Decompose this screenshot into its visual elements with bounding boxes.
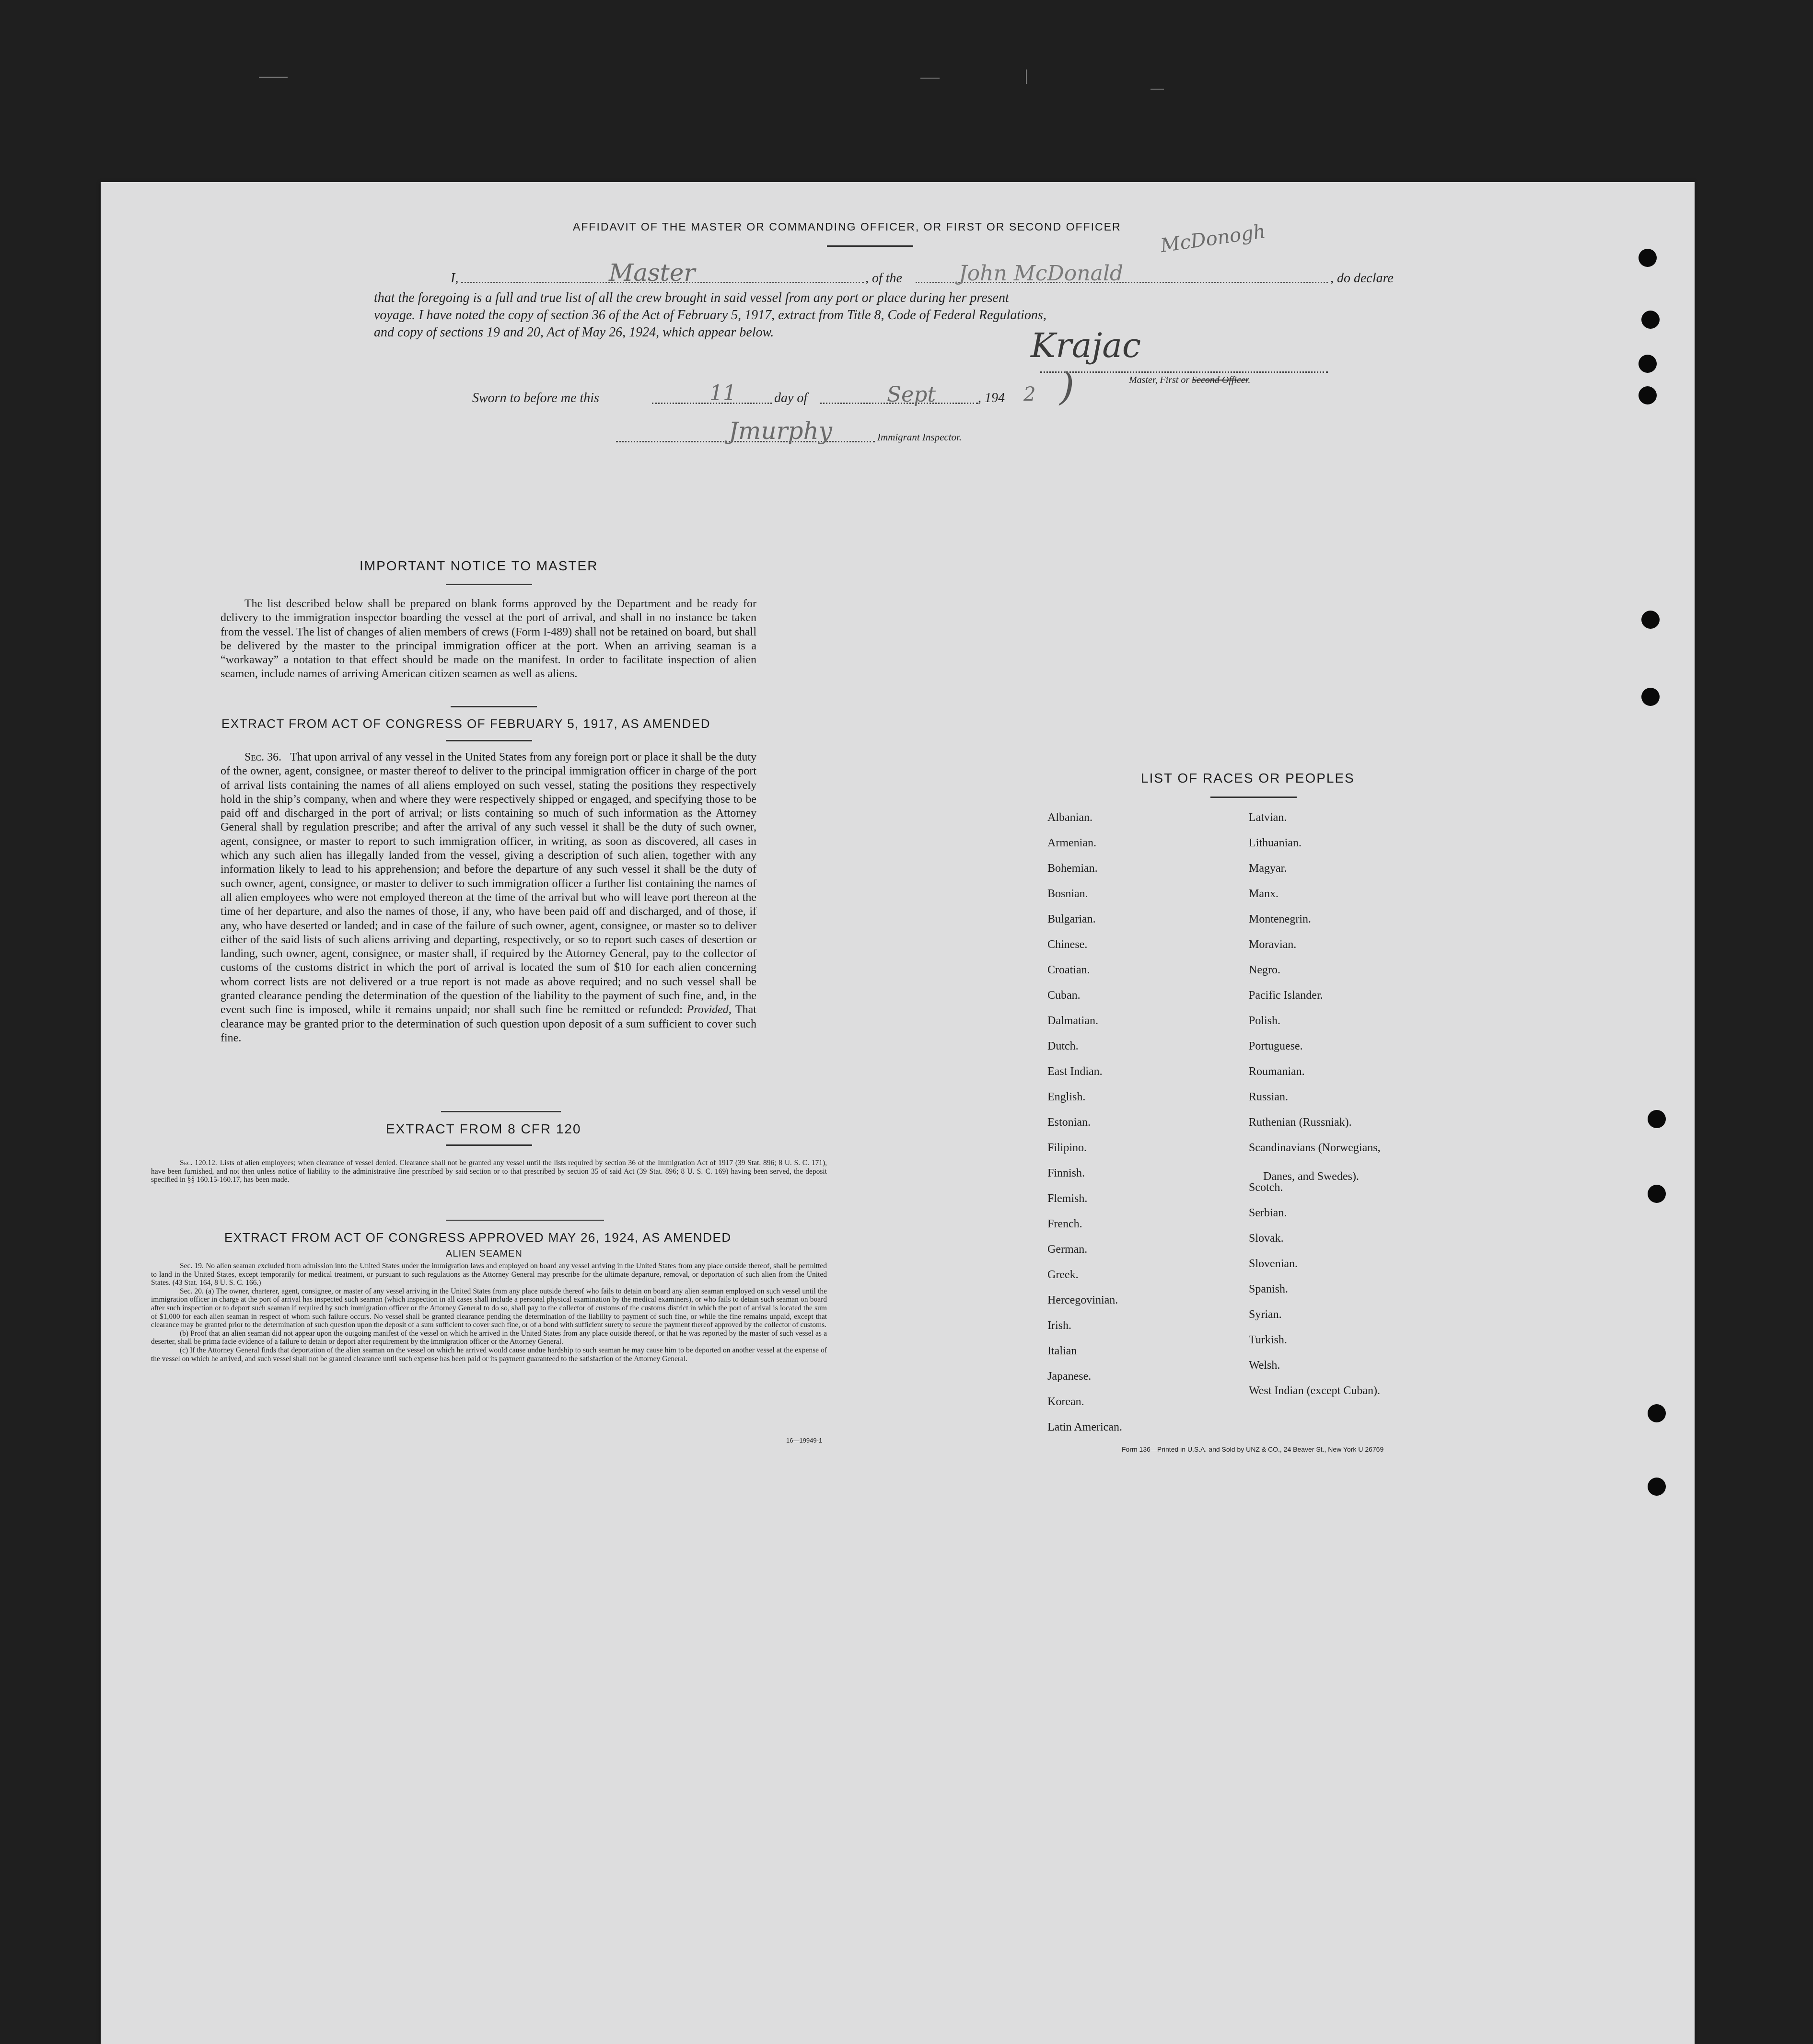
affidavit-i-label: I, [451,271,459,286]
race-item: Japanese. [1047,1370,1092,1383]
of-the-label: , of the [865,271,902,286]
extract-cfr-rule [446,1144,532,1146]
sec-120-label: Sec. 120.12. [180,1159,217,1167]
sec-20a-text: Sec. 20. (a) The owner, charterer, agent, consignee, or master of any vessel arriving in the United States from any place outside thereof who fails to detain on board any alien seaman employed on such vessel until the immigration officer in charge at the port of arrival has inspected such seaman (which inspection in all cases shall include a personal physical examination by the medical examiners), or who fails to detain such seaman on board after such inspection or to deport such seaman if required by such immigration officer or the Attorney General to do so, shall pay to the collector of customs of the customs district in which the port of arrival is located the sum of $1,000 for each alien seaman in respect of whom such failure occurs. No vessel shall be granted clearance pending the determination of the liability to payment of such fine, or while the fine remains unpaid, except that clearance may be granted prior to the determination of such question upon the deposit of a sum sufficient to cover such fine, or of a bond with sufficient surety to secure the payment thereof approved by the collector of customs. [151,1287,827,1329]
race-item: Cuban. [1047,989,1081,1002]
day-of-label: day of [774,391,808,405]
race-item: Bosnian. [1047,888,1088,900]
master-signature: Krajac [1031,326,1141,365]
extract-1917-title: EXTRACT FROM ACT OF CONGRESS OF FEBRUARY 5, 1917, AS AMENDED [221,716,710,731]
race-item: Albanian. [1047,811,1092,824]
form-print-note: Form 136—Printed in U.S.A. and Sold by UNZ & CO., 24 Beaver St., New York U 26769 [1122,1445,1384,1453]
race-item: Greek. [1047,1269,1079,1281]
races-title: LIST OF RACES OR PEOPLES [1141,771,1355,785]
race-item: Moravian. [1249,938,1297,951]
extract-1924-title: EXTRACT FROM ACT OF CONGRESS APPROVED MAY 26, 1924, AS AMENDED [224,1230,732,1245]
do-declare-label: , do declare [1330,271,1394,286]
extract-1917-end-rule [441,1111,561,1112]
year-handwritten: 2 [1023,383,1036,405]
officer-label-end: . [1248,375,1251,385]
race-item: English. [1047,1091,1086,1103]
year-label: , 194 [978,391,1005,405]
binder-hole [1639,355,1657,373]
race-item: Roumanian. [1249,1065,1305,1078]
race-item: Latvian. [1249,811,1287,824]
proviso-label: Provided, [686,1004,732,1016]
binder-hole [1648,1185,1666,1203]
sworn-day: 11 [709,381,736,405]
inspector-label: Immigrant Inspector. [877,431,962,443]
race-item: Manx. [1249,888,1278,900]
binder-hole [1641,688,1660,706]
race-item: Croatian. [1047,964,1090,976]
race-item: Italian [1047,1345,1077,1357]
race-item: Latin American. [1047,1421,1122,1433]
race-item: Ruthenian (Russniak). [1249,1116,1352,1129]
sec-20b-text: (b) Proof that an alien seaman did not appear upon the outgoing manifest of the vessel on which he arrived in the United States from any place outside thereof, or that he was reported by the master of such vessel as a deserter, shall be prima facie evidence of a failure to detain or deport after requirement by the immigration officer or the Attorney General. [151,1329,827,1346]
race-item: West Indian (except Cuban). [1249,1385,1380,1397]
race-item: Irish. [1047,1319,1071,1332]
declaration-line-1: that the foregoing is a full and true list of all the crew brought in said vessel from any port or place during her present [374,290,1009,305]
officer-label-master: Master, First or [1129,375,1192,385]
extract-1924-body [151,1262,827,1363]
signature-flourish: ) [1059,364,1075,409]
proviso-text: That clearance may be granted prior to the determination of such question upon deposit of a sum sufficient to cover such fine. [221,1004,756,1044]
race-item: Dutch. [1047,1040,1079,1052]
race-item: Negro. [1249,964,1280,976]
binder-hole [1648,1404,1666,1422]
race-item: Turkish. [1249,1334,1287,1346]
race-item: Dalmatian. [1047,1015,1098,1027]
binder-hole [1648,1478,1666,1496]
affidavit-title: AFFIDAVIT OF THE MASTER OR COMMANDING OFFICER, OR FIRST OR SECOND OFFICER [573,220,1121,233]
sec-20c-text: (c) If the Attorney General finds that deportation of the alien seaman on the vessel on which he arrived would cause undue hardship to such seaman he may cause him to be deported on another vessel at the expense of the vessel on which he arrived, and such vessel shall not be granted clearance until such expense has been paid or its payment guaranteed to the satisfaction of the Attorney General. [151,1346,827,1363]
race-item: Welsh. [1249,1359,1280,1372]
handwritten-rank: Master [609,259,696,287]
extract-cfr-end-rule [446,1220,604,1221]
race-item: Lithuanian. [1249,837,1302,849]
inspector-signature: Jmurphy [729,417,833,445]
handwritten-vessel-correction: McDonogh [1159,220,1267,257]
form-code: 16—19949-1 [786,1437,823,1444]
race-item: Danes, and Swedes). [1263,1170,1359,1183]
declaration-line-3: and copy of sections 19 and 20, Act of May 26, 1924, which appear below. [374,325,774,340]
sworn-month: Sept [887,382,936,407]
scan-mark [920,78,940,85]
race-item: Filipino. [1047,1142,1087,1154]
race-item: Chinese. [1047,938,1088,951]
races-rule [1210,797,1297,798]
extract-cfr-body [151,1159,827,1184]
binder-hole [1641,611,1660,629]
race-item: Flemish. [1047,1192,1088,1205]
race-item: Montenegrin. [1249,913,1311,925]
scan-mark [259,77,288,84]
extract-1917-body [221,751,756,1045]
notice-rule [446,584,532,585]
declaration-line-2: voyage. I have noted the copy of section 36 of the Act of February 5, 1917, extract from Title 8, Code of Federal Regulations, [374,308,1046,323]
race-item: Portuguese. [1249,1040,1303,1052]
race-item: Bohemian. [1047,862,1098,875]
handwritten-vessel: John McDonald [959,261,1124,286]
race-item: Slovenian. [1249,1258,1298,1270]
binder-hole [1648,1110,1666,1128]
race-item: Scotch. [1249,1181,1283,1194]
race-item: Hercegovinian. [1047,1294,1118,1306]
extract-cfr-title: EXTRACT FROM 8 CFR 120 [386,1121,581,1136]
signature-line [1040,371,1328,373]
race-item: Spanish. [1249,1283,1289,1295]
race-item: Bulgarian. [1047,913,1096,925]
binder-hole [1639,386,1657,404]
officer-label [1129,375,1250,386]
document-page [101,182,1695,2044]
notice-end-rule [451,706,537,707]
sworn-label: Sworn to before me this [472,391,599,405]
race-item: East Indian. [1047,1065,1103,1078]
binder-hole [1641,311,1660,329]
race-item: Magyar. [1249,862,1287,875]
sec-19-text: Sec. 19. No alien seaman excluded from admission into the United States under the immigration laws and employed on board any vessel arriving in the United States from any place outside thereof, shall be permitted to land in the United States, except temporarily for medical treatment, or pursuant to such regulations as the Attorney General may prescribe for the ultimate departure, removal, or deportation of such alien from the United States. (43 Stat. 164, 8 U. S. C. 166.) [151,1262,827,1287]
extract-1917-rule [446,740,532,741]
scan-mark [1026,69,1029,84]
officer-label-struck: Second Officer [1192,375,1248,385]
notice-title: IMPORTANT NOTICE TO MASTER [360,558,598,573]
race-item: Russian. [1249,1091,1289,1103]
extract-1924-subtitle: ALIEN SEAMEN [446,1248,523,1259]
race-item: Slovak. [1249,1232,1284,1245]
race-item: French. [1047,1218,1082,1230]
scan-mark [1151,89,1164,96]
race-item: Finnish. [1047,1167,1085,1179]
sec-36-text: That upon arrival of any vessel in the United States from any foreign port or place it shall be the duty of the owner, agent, consignee, or master thereof to deliver to the principal immigration officer in charge of the port of arrival lists containing the names of all aliens employed on such vessel, stating the positions they respectively hold in the ship’s company, when and where they were respectively shipped or engaged, and specifying those to be paid off and discharged in the port of arrival; or lists containing so much of such information as the Attorney General shall by regulation prescribe; and after the arrival of any such vessel it shall be the duty of such owner, agent, consignee, or master to report to such immigration officer, in writing, as soon as discovered, all cases in which any such alien has illegally landed from the vessel, giving a description of such alien, together with any information likely to lead to his apprehension; and before the departure of any such vessel it shall be the duty of such owner, agent, consignee, or master to deliver to such immigration officer a further list containing the names of all alien employees who were not employed thereon at the time of the arrival but who will leave port thereon at the time of her departure, and also the names of those, if any, who have been paid off and discharged, and of those, if any, who have deserted or landed; and in case of the failure of such owner, agent, consignee, or master so to deliver either of the said lists of such aliens arriving and departing, respectively, or so to report such cases of desertion or landing, such owner, agent, consignee, or master shall, if required by the Attorney General, pay to the collector of customs of the customs district in which the port of arrival is located the sum of $10 for each alien concerning whom correct lists are not delivered or a true report is not made as above required; and no such vessel shall be granted clearance pending the determination of the question of the liability to the payment of such fine, and, in the event such fine is imposed, while it remains unpaid; nor shall such fine be remitted or refunded: [221,751,757,1016]
race-item: Polish. [1249,1015,1281,1027]
race-item: Scandinavians (Norwegians, [1249,1142,1381,1154]
race-item: Estonian. [1047,1116,1091,1129]
race-item: Armenian. [1047,837,1096,849]
race-item: Serbian. [1249,1207,1287,1219]
race-item: Korean. [1047,1396,1084,1408]
notice-body: The list described below shall be prepared on blank forms approved by the Department and be ready for delivery to the immigration inspector boarding the vessel at the port of arrival, and shall in no instance be taken from the vessel. The list of changes of alien members of crews (Form I-489) shall not be retained on board, but shall be delivered by the master to the principal immigration officer at the port. When an arriving seaman is a “workaway” a notation to that effect should be made on the manifest. In order to facilitate inspection of alien seamen, include names of arriving American citizen seamen as well as aliens. [221,598,756,681]
race-item: Pacific Islander. [1249,989,1323,1002]
sec-36-label: Sec. 36. [244,751,282,763]
race-item: Syrian. [1249,1308,1282,1321]
sec-120-text: Lists of alien employees; when clearance of vessel denied. Clearance shall not be granted any vessel until the lists required by section 36 of the Immigration Act of 1917 (39 Stat. 896; 8 U. S. C. 171), have been furnished, and not then unless notice of liability to the administrative fine prescribed by said section or to that prescribed by section 35 of said Act (39 Stat. 896; 8 U. S. C. 169) having been served, the deposit specified in §§ 160.15-160.17, has been made. [151,1159,827,1184]
affidavit-title-rule [827,245,913,247]
binder-hole [1639,249,1657,267]
race-item: German. [1047,1243,1088,1256]
